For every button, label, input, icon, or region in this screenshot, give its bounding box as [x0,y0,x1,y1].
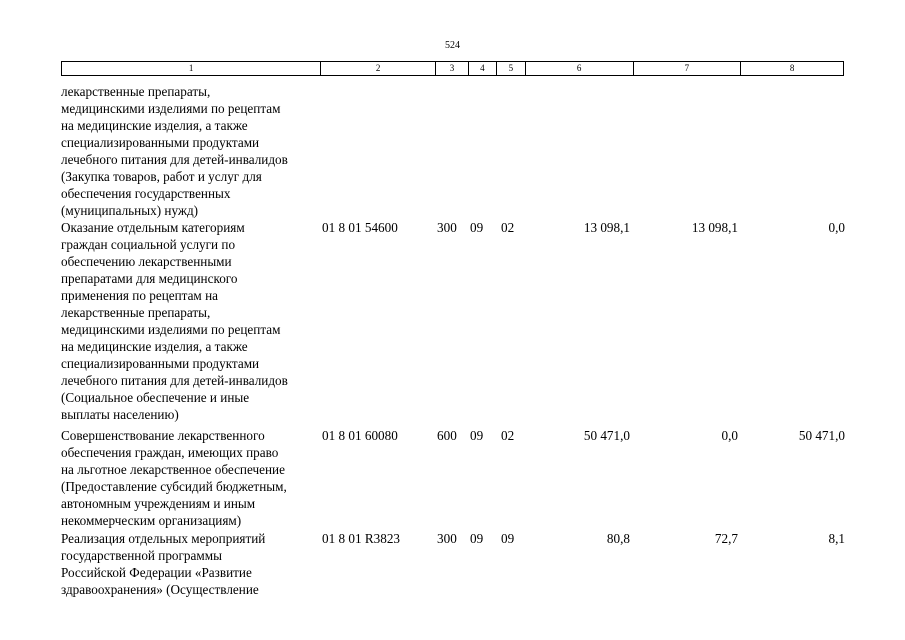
row-value-2: 0,0 [721,428,738,443]
row-code: 01 8 01 54600 [322,220,398,235]
name-line: на медицинские изделия, а также [61,118,248,133]
header-col-6: 6 [526,62,634,75]
row-type: 02 [501,220,515,235]
row-subsection: 09 [470,220,484,235]
row-value-3: 50 471,0 [798,428,845,443]
name-line: Совершенствование лекарственного [61,428,265,443]
row-name [61,530,323,598]
name-line: на льготное лекарственное обеспечение [61,462,285,477]
name-line: применения по рецептам на [61,288,218,303]
row-value-3: 8,1 [828,531,845,546]
name-line: специализированными продуктами [61,356,260,371]
name-line: обеспечения граждан, имеющих право [61,445,279,460]
row-code: 01 8 01 R3823 [322,531,401,546]
name-line: (Закупка товаров, работ и услуг для [61,169,262,184]
header-col-2: 2 [321,62,436,75]
row-name [61,83,323,219]
row-type: 02 [501,428,515,443]
name-line: лечебного питания для детей-инвалидов [61,373,288,388]
name-line: граждан социальной услуги по [61,237,236,252]
header-col-4: 4 [469,62,497,75]
row-name [61,219,323,423]
name-line: препаратами для медицинского [61,271,238,286]
row-subsection: 09 [470,531,484,546]
name-line: лекарственные препараты, [61,84,211,99]
name-line: на медицинские изделия, а также [61,339,248,354]
name-line: (Социальное обеспечение и иные [61,390,250,405]
header-col-1: 1 [62,62,321,75]
name-line: медицинскими изделиями по рецептам [61,101,281,116]
name-line: Реализация отдельных мероприятий [61,531,266,546]
header-col-8: 8 [789,63,795,73]
row-value-2: 72,7 [714,531,738,546]
name-line: (муниципальных) нужд) [61,203,199,218]
header-col-5: 5 [497,62,526,75]
name-line: некоммерческим организациям) [61,513,242,528]
row-value-total: 13 098,1 [583,220,630,235]
header-col-7: 7 [634,62,742,75]
row-section: 300 [437,220,457,235]
name-line: Российской Федерации «Развитие [61,565,252,580]
header-col-3: 3 [436,62,469,75]
row-name [61,427,323,529]
name-line: выплаты населению) [61,407,179,422]
row-subsection: 09 [470,428,484,443]
page-number: 524 [445,40,460,51]
name-line: (Предоставление субсидий бюджетным, [61,479,287,494]
row-section: 300 [437,531,457,546]
row-section: 600 [437,428,457,443]
row-value-3: 0,0 [828,220,845,235]
table-header [61,61,844,76]
row-value-total: 50 471,0 [583,428,630,443]
name-line: обеспечения государственных [61,186,231,201]
name-line: специализированными продуктами [61,135,260,150]
name-line: обеспечению лекарственными [61,254,232,269]
name-line: государственной программы [61,548,222,563]
row-type: 09 [501,531,515,546]
name-line: лекарственные препараты, [61,305,211,320]
name-line: автономным учреждениям и иным [61,496,256,511]
name-line: Оказание отдельным категориям [61,220,245,235]
name-line: здравоохранения» (Осуществление [61,582,259,597]
row-code: 01 8 01 60080 [322,428,398,443]
row-value-2: 13 098,1 [691,220,738,235]
name-line: медицинскими изделиями по рецептам [61,322,281,337]
name-line: лечебного питания для детей-инвалидов [61,152,288,167]
row-value-total: 80,8 [606,531,630,546]
